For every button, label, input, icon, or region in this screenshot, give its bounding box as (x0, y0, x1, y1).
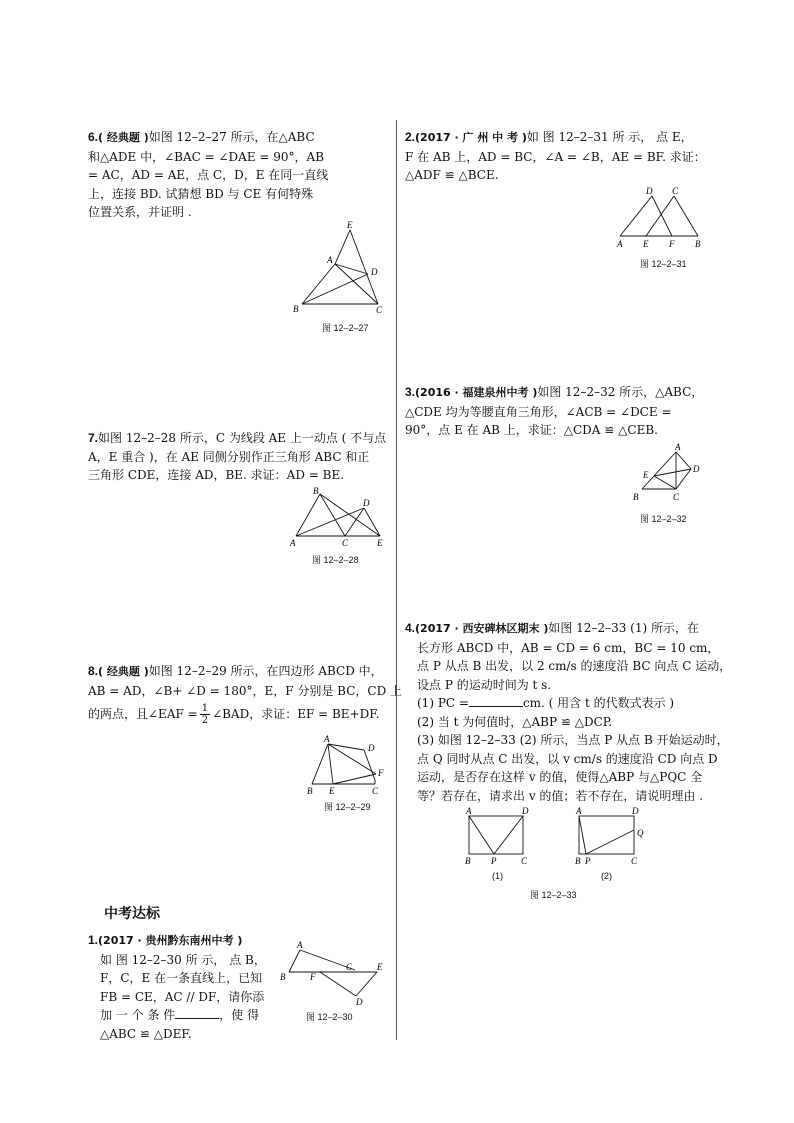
figure-12-2-32 (630, 442, 710, 511)
point-label-d: D (368, 743, 375, 753)
problem-text-line: 90°，点 E 在 AB 上，求证：△CDA ≌ △CEB. (405, 423, 658, 437)
point-label-b: B (575, 856, 581, 866)
point-label-a: A (466, 806, 472, 816)
figure-svg (460, 806, 535, 866)
subfigure-label: (1) (492, 871, 503, 881)
problem-text-line: (3) 如图 12–2–33 (2) 所示，当点 P 从点 B 开始运动时， (417, 733, 729, 747)
figure-svg (288, 484, 398, 554)
problem-text-line: = AC，AD = AE，点 C，D，E 在同一直线 (88, 168, 329, 182)
point-label-e: E (643, 239, 649, 249)
section-title: 中考达标 (104, 906, 160, 922)
problem-text-line: 如图 12–2–29 所示，在四边形 ABCD 中， (148, 664, 383, 678)
problem-number: 2. (405, 130, 416, 144)
problem-6 (88, 128, 328, 222)
problem-text-line: F 在 AB 上，AD = BC，∠A = ∠B，AE = BF. 求证： (405, 149, 706, 164)
fraction-one-half (200, 703, 210, 726)
point-label-c: C (673, 492, 680, 502)
problem-text-line: 如图 12–2–32 所示，△ABC， (537, 385, 704, 399)
figure-caption: 图 12–2–33 (530, 890, 577, 900)
point-label-b: B (307, 786, 313, 796)
figure-12-2-33-1 (460, 806, 535, 870)
point-label-f: F (669, 239, 675, 249)
point-label-e: E (643, 470, 649, 480)
point-label-a: A (327, 255, 333, 265)
figure-svg (630, 442, 710, 507)
problem-number: 4. (405, 621, 416, 635)
problem-text-segment: ∠BAD，求证：EF = BE+DF. (212, 707, 380, 721)
point-label-c: C (672, 186, 679, 196)
problem-text-segment: ，使 得 (219, 1008, 260, 1022)
point-label-d: D (371, 267, 378, 277)
figure-caption: 图 12–2–27 (322, 323, 369, 333)
problem-tag: (2017 · 西安碑林区期末 ) (415, 622, 549, 635)
figure-12-2-33-2 (570, 806, 655, 870)
problem-number: 3. (405, 385, 416, 399)
problem-text-segment: 加 一 个 条 件 (100, 1008, 176, 1022)
problem-tag: ( 经典题 ) (98, 131, 149, 144)
problem-number: 1. (88, 933, 99, 947)
fraction-numerator: 1 (201, 703, 209, 714)
problem-text-line: 上，连接 BD. 试猜想 BD 与 CE 有何特殊 (88, 186, 314, 201)
point-label-p: P (585, 856, 591, 866)
figure-caption: 图 12–2–31 (640, 259, 687, 269)
point-label-a: A (576, 806, 582, 816)
problem-text-line: 如图 12–2–28 所示，C 为线段 AE 上一动点 ( 不与点 (98, 431, 387, 445)
figure-12-2-27 (290, 220, 400, 324)
problem-text-line: A，E 重合 )，在 AE 同侧分别作正三角形 ABC 和正 (88, 449, 370, 464)
point-label-c: C (521, 856, 528, 866)
figure-12-2-31 (614, 184, 709, 258)
problem-2 (405, 128, 706, 185)
point-label-b: B (280, 972, 286, 982)
figure-svg (290, 220, 400, 320)
problem-1 (88, 931, 266, 1043)
problem-text-line: 如 图 12–2–30 所 示， 点 B， (100, 952, 266, 967)
subfigure-label: (2) (601, 871, 612, 881)
problem-text-segment: (1) PC = (417, 696, 469, 710)
point-label-e: E (377, 962, 383, 972)
problem-tag: (2016 · 福建泉州中考 ) (415, 386, 538, 399)
answer-blank[interactable] (175, 1006, 219, 1019)
problem-tag: (2017 · 广 州 中 考 ) (415, 131, 527, 144)
problem-text-line: F，C，E 在一条直线上，已知 (100, 971, 263, 985)
problem-text-line: △ABC ≌ △DEF. (100, 1026, 192, 1041)
problem-text-line: 设点 P 的运动时间为 t s. (417, 677, 552, 692)
point-label-c: C (376, 305, 383, 315)
fraction-denominator: 2 (201, 715, 209, 726)
point-label-e: E (329, 786, 335, 796)
figure-caption: 图 12–2–32 (640, 514, 687, 524)
figure-caption: 图 12–2–30 (306, 1012, 353, 1022)
problem-text-line: 运动，是否存在这样 v 的值，使得△ABP 与△PQC 全 (417, 770, 703, 784)
point-label-d: D (693, 464, 700, 474)
problem-text-line: FB = CE，AC // DF，请你添 (100, 989, 265, 1004)
figure-caption: 图 12–2–29 (324, 802, 371, 812)
point-label-a: A (675, 442, 681, 452)
problem-text-line: (2) 当 t 为何值时，△ABP ≌ △DCP. (417, 714, 613, 729)
point-label-p: P (491, 856, 497, 866)
point-label-b: B (293, 304, 299, 314)
figure-svg (614, 184, 709, 254)
problem-number: 8. (88, 664, 99, 678)
figure-svg (280, 940, 390, 1010)
problem-text-line: 和△ADE 中，∠BAC = ∠DAE = 90°，AB (88, 149, 325, 164)
problem-text-line: 三角形 CDE，连接 AD，BE. 求证：AD = BE. (88, 468, 345, 482)
point-label-c: C (372, 786, 379, 796)
figure-svg (570, 806, 655, 866)
point-label-f: F (310, 972, 316, 982)
point-label-b: B (633, 492, 639, 502)
figure-caption: 图 12–2–28 (312, 555, 359, 565)
figure-12-2-30 (280, 940, 390, 1014)
point-label-d: D (646, 186, 653, 196)
point-label-q: Q (637, 828, 644, 838)
point-label-e: E (347, 220, 353, 230)
problem-text-line: △CDE 均为等腰直角三角形，∠ACB = ∠DCE = (405, 404, 672, 419)
figure-svg (304, 732, 394, 797)
problem-text-line: 位置关系，并证明 . (88, 205, 192, 219)
problem-4 (405, 619, 731, 805)
figure-12-2-29 (304, 732, 394, 801)
answer-blank[interactable] (469, 694, 523, 707)
point-label-c: C (346, 962, 353, 972)
problem-tag: (2017 · 贵州黔东南州中考 ) (98, 934, 243, 947)
problem-text-line: △ADF ≌ △BCE. (405, 168, 499, 182)
problem-text-line: 点 P 从点 B 出发，以 2 cm/s 的速度沿 BC 向点 C 运动， (417, 659, 732, 673)
problem-number: 6. (88, 130, 99, 144)
point-label-a: A (617, 239, 623, 249)
problem-text-line: 如图 12–2–33 (1) 所示，在 (548, 621, 699, 635)
problem-text-line: 长方形 ABCD 中，AB = CD = 6 cm，BC = 10 cm， (417, 640, 720, 655)
problem-text-line: AB = AD，∠B+ ∠D = 180°，E，F 分别是 BC，CD 上 (88, 683, 403, 698)
problem-text-line: 点 Q 同时从点 C 出发，以 v cm/s 的速度沿 CD 向点 D (417, 751, 718, 766)
problem-text-line: 等？若存在，请求出 v 的值；若不存在，请说明理由 . (417, 788, 704, 803)
point-label-c: C (342, 538, 349, 548)
problem-tag: ( 经典题 ) (98, 665, 149, 678)
point-label-a: A (324, 734, 330, 744)
point-label-d: D (632, 806, 639, 816)
point-label-d: D (363, 498, 370, 508)
point-label-d: D (522, 806, 529, 816)
point-label-b: B (465, 856, 471, 866)
point-label-a: A (290, 538, 296, 548)
point-label-b: B (695, 239, 701, 249)
problem-text-line: 如图 12–2–27 所示，在△ABC (148, 130, 315, 144)
problem-text-segment: cm. ( 用含 t 的代数式表示 ) (522, 696, 675, 710)
figure-12-2-28 (288, 484, 398, 558)
problem-3 (405, 383, 703, 440)
point-label-f: F (378, 768, 384, 778)
problem-7 (88, 429, 386, 485)
problem-text-segment: 的两点，且∠EAF = (88, 707, 198, 721)
problem-8 (88, 662, 402, 726)
problem-text-line: 如 图 12–2–31 所 示， 点 E， (526, 130, 693, 144)
problem-number: 7. (88, 431, 99, 445)
point-label-b: B (313, 486, 319, 496)
point-label-d: D (356, 997, 363, 1007)
point-label-c: C (631, 856, 638, 866)
point-label-e: E (377, 538, 383, 548)
point-label-a: A (297, 940, 303, 950)
